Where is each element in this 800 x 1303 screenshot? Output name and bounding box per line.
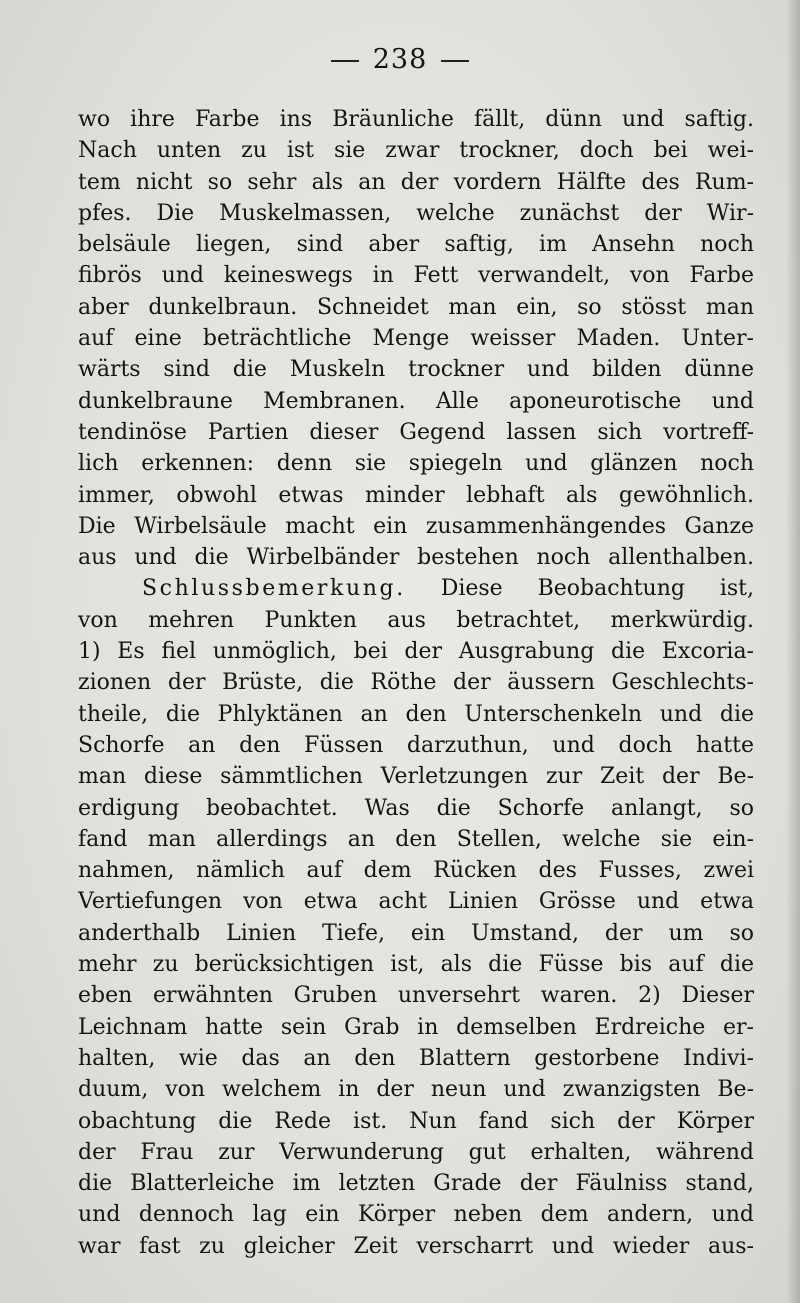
text-line: immer, obwohl etwas minder lebhaft als gewöhnlich. [78, 482, 754, 508]
text-line: belsäule liegen, sind aber saftig, im Ansehn noch [78, 232, 754, 258]
text-line: lich erkennen: denn sie spiegeln und glänzen noch [78, 451, 754, 477]
text-line: aber dunkelbraun. Schneidet man ein, so stösst man [78, 294, 754, 320]
text-line-with-heading [78, 573, 754, 604]
right-dash-ornament [441, 60, 469, 62]
text-line: erdigung beobachtet. Was die Schorfe anlangt, so [78, 795, 754, 821]
page-number-header [0, 44, 800, 75]
text-line: der Frau zur Verwunderung gut erhalten, während [78, 1139, 754, 1165]
text-line: tendinöse Partien dieser Gegend lassen sich vortreff- [78, 419, 754, 445]
text-line: Schorfe an den Füssen darzuthun, und doch hatte [78, 732, 754, 758]
text-line: die Blatterleiche im letzten Grade der Fäulniss stand, [78, 1171, 754, 1197]
text-line: nahmen, nämlich auf dem Rücken des Fusses, zwei [78, 858, 754, 884]
text-line: Leichnam hatte sein Grab in demselben Erdreiche er- [78, 1014, 754, 1040]
text-line: man diese sämmtlichen Verletzungen zur Zeit der Be- [78, 764, 754, 790]
text-line: obachtung die Rede ist. Nun fand sich der Körper [78, 1108, 754, 1134]
text-line: tem nicht so sehr als an der vordern Hälfte des Rum- [78, 169, 754, 195]
text-line: aus und die Wirbelbänder bestehen noch allenthalben. [78, 545, 754, 571]
text-line: pfes. Die Muskelmassen, welche zunächst der Wir- [78, 200, 754, 226]
text-line: eben erwähnten Gruben unversehrt waren. 2) Dieser [78, 983, 754, 1009]
text-line: 1) Es fiel unmöglich, bei der Ausgrabung die Excoria- [78, 639, 754, 665]
text-line: von mehren Punkten aus betrachtet, merkwürdig. [78, 607, 754, 633]
text-line: mehr zu berücksichtigen ist, als die Füsse bis auf die [78, 952, 754, 978]
body-text [78, 104, 754, 1262]
text-line: Vertiefungen von etwa acht Linien Grösse und etwa [78, 889, 754, 915]
text-line: dunkelbraune Membranen. Alle aponeurotische und [78, 388, 754, 414]
text-line: fibrös und keineswegs in Fett verwandelt, von Farbe [78, 263, 754, 289]
section-heading: Schlussbemerkung. [142, 576, 406, 602]
text-line: theile, die Phlyktänen an den Unterschenkeln und die [78, 701, 754, 727]
text-line: duum, von welchem in der neun und zwanzigsten Be- [78, 1077, 754, 1103]
text-line: halten, wie das an den Blattern gestorbene Indivi- [78, 1045, 754, 1071]
heading-line-rest: Diese Beobachtung ist, [440, 576, 754, 602]
text-line: Nach unten zu ist sie zwar trockner, doch bei wei- [78, 138, 754, 164]
paragraph-2 [78, 573, 754, 1262]
text-line: Die Wirbelsäule macht ein zusammenhängendes Ganze [78, 513, 754, 539]
text-line: zionen der Brüste, die Röthe der äussern Geschlechts- [78, 670, 754, 696]
text-line: und dennoch lag ein Körper neben dem andern, und [78, 1202, 754, 1228]
paragraph-1 [78, 104, 754, 573]
text-line: wärts sind die Muskeln trockner und bilden dünne [78, 357, 754, 383]
text-line: fand man allerdings an den Stellen, welche sie ein- [78, 826, 754, 852]
left-dash-ornament [331, 60, 359, 62]
text-line: wo ihre Farbe ins Bräunliche fällt, dünn und saftig. [78, 107, 754, 132]
text-line: anderthalb Linien Tiefe, ein Umstand, der um so [78, 920, 754, 946]
text-line: auf eine beträchtliche Menge weisser Maden. Unter- [78, 326, 754, 352]
text-line: war fast zu gleicher Zeit verscharrt und wieder aus- [78, 1233, 754, 1259]
page-edge-shadow [786, 0, 800, 1303]
page-number: 238 [372, 44, 428, 75]
